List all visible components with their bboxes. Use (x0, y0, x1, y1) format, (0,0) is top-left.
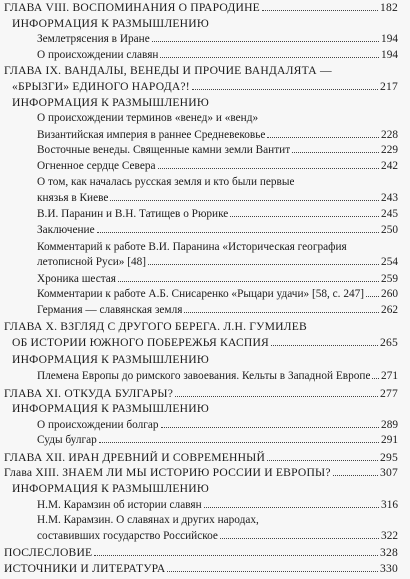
toc-entry-page: 259 (381, 272, 398, 285)
toc-entry-title: ИНФОРМАЦИЯ К РАЗМЫШЛЕНИЮ (12, 482, 209, 496)
toc-entry-title: О происхождении славян (37, 48, 159, 61)
dot-leader (267, 459, 378, 461)
toc-entry (0, 387, 410, 400)
toc-entry (0, 499, 410, 511)
dot-leader (271, 344, 378, 346)
toc-entry (0, 336, 410, 349)
toc-entry-title: ИНФОРМАЦИЯ К РАЗМЫШЛЕНИЮ (12, 16, 209, 30)
dot-leader (94, 554, 378, 556)
toc-entry-title: Хроника шестая (37, 272, 116, 285)
toc-entry-title: О происхождении болгар (37, 418, 159, 431)
toc-entry (0, 96, 410, 109)
dot-leader (267, 136, 379, 138)
toc-entry (0, 304, 410, 316)
toc-entry-title: составивших государство Российское (37, 529, 218, 542)
toc-entry-title: Германия — славянская земля (37, 303, 183, 316)
dot-leader (372, 377, 379, 379)
toc-entry (0, 49, 410, 61)
dot-leader (167, 570, 378, 572)
dot-leader (184, 311, 379, 313)
toc-entry (0, 451, 410, 464)
toc-entry (0, 80, 410, 93)
toc-entry (0, 434, 410, 446)
toc-entry (0, 514, 410, 526)
dot-leader (158, 167, 380, 169)
toc-entry (0, 419, 410, 431)
toc-entry-page: 291 (381, 434, 398, 447)
toc-entry (0, 256, 410, 268)
toc-entry (0, 224, 410, 236)
toc-entry-title: Суды булгар (37, 434, 97, 447)
toc-entry (0, 482, 410, 495)
toc-entry-title: Глава XIII. ЗНАЕМ ЛИ МЫ ИСТОРИЮ РОССИИ И ЕВРОПЫ? (4, 466, 331, 480)
toc-entry-page: 316 (381, 498, 398, 511)
toc-entry-page: 328 (380, 546, 398, 560)
toc-entry-page: 322 (381, 529, 398, 542)
toc-entry-title: Н.М. Карамзин. О славянах и других народах, (37, 514, 259, 527)
toc-entry-title: ОБ ИСТОРИИ ЮЖНОГО ПОБЕРЕЖЬЯ КАСПИЯ (12, 336, 269, 350)
dot-leader (110, 199, 379, 201)
dot-leader (230, 215, 379, 217)
toc-entry-title: летописной Руси» [48] (37, 256, 147, 269)
toc-entry-title: ИСТОЧНИКИ И ЛИТЕРАТУРА (4, 562, 166, 575)
dot-leader (192, 88, 378, 90)
toc-entry-title: ПОСЛЕСЛОВИЕ (4, 546, 93, 560)
toc-entry (0, 402, 410, 415)
dot-leader (97, 231, 379, 233)
toc-entry (0, 562, 410, 575)
toc-entry-page: 307 (380, 466, 398, 480)
toc-entry (0, 17, 410, 30)
toc-entry-page: 271 (381, 370, 398, 383)
toc-entry-title: Комментарии к работе А.Б. Снисаренко «Рыцари удачи» [58, с. 247] (37, 288, 365, 301)
toc-entry-title: «БРЫЗГИ» ЕДИНОГО НАРОДА?! (12, 79, 190, 93)
toc-entry-page: 229 (381, 144, 398, 157)
toc-entry-page: 289 (381, 418, 398, 431)
toc-entry (0, 208, 410, 220)
toc-entry-title: ГЛАВА X. ВЗГЛЯД С ДРУГОГО БЕРЕГА. Л.Н. ГУМИЛЕВ (4, 320, 307, 334)
dot-leader (333, 474, 378, 476)
toc-entry-title: Племена Европы до римского завоевания. Кельты в Западной Европе (37, 370, 371, 383)
toc-entry-title: ГЛАВА XII. ИРАН ДРЕВНИЙ И СОВРЕМЕННЫЙ (4, 450, 266, 464)
toc-entry (0, 546, 410, 559)
toc-entry-title: ИНФОРМАЦИЯ К РАЗМЫШЛЕНИЮ (12, 95, 209, 109)
dot-leader (262, 9, 378, 11)
toc-entry (0, 273, 410, 285)
toc-entry (0, 241, 410, 253)
toc-entry-title: князья в Киеве (37, 191, 109, 204)
toc-entry-page: 243 (381, 191, 398, 204)
toc-entry (0, 176, 410, 188)
dot-leader (160, 56, 379, 58)
toc-entry-page: 182 (380, 0, 398, 14)
dot-leader (99, 441, 379, 443)
toc-entry-page: 245 (381, 208, 398, 221)
dot-leader (161, 426, 380, 428)
dot-leader (204, 506, 379, 508)
toc-entry-title: ГЛАВА XI. ОТКУДА БУЛГАРЫ? (4, 386, 174, 400)
toc-entry (0, 144, 410, 156)
toc-entry (0, 320, 410, 333)
toc-entry (0, 530, 410, 542)
toc-entry-title: Комментарий к работе В.И. Паранина «Историческая география (37, 240, 347, 253)
toc-entry-page: 330 (380, 562, 398, 575)
toc-entry-page: 217 (380, 79, 398, 93)
toc-entry-title: ГЛАВА VIII. ВОСПОМИНАНИЯ О ПРАРОДИНЕ (4, 0, 260, 14)
toc-entry (0, 160, 410, 172)
toc-entry-page: 228 (381, 128, 398, 141)
toc-entry (0, 466, 410, 479)
toc-entry-title: Восточные венеды. Священные камни земли Вантит (37, 144, 291, 157)
toc-entry-title: В.И. Паранин и В.Н. Татищев о Рюрике (37, 208, 229, 221)
toc-entry-title: ИНФОРМАЦИЯ К РАЗМЫШЛЕНИЮ (12, 402, 209, 416)
dot-leader (175, 395, 378, 397)
toc-entry-title: Византийская империя в раннее Средневековье (37, 128, 266, 141)
toc-entry-page: 265 (380, 336, 398, 350)
toc-entry-page: 295 (380, 450, 398, 464)
toc-entry-page: 194 (381, 48, 398, 61)
toc-entry (0, 33, 410, 45)
toc-entry-page: 262 (381, 303, 398, 316)
toc-entry (0, 112, 410, 124)
toc-entry-title: О происхождении терминов «венед» и «венд» (37, 112, 259, 125)
toc-entry (0, 1, 410, 14)
toc-entry (0, 288, 410, 300)
toc-entry-title: Землетрясения в Иране (37, 33, 150, 46)
toc-entry-page: 254 (381, 256, 398, 269)
dot-leader (152, 40, 379, 42)
toc-entry (0, 192, 410, 204)
toc-entry-page: 194 (381, 33, 398, 46)
toc-entry-title: Огненное сердце Севера (37, 159, 156, 172)
toc-entry-title: ИНФОРМАЦИЯ К РАЗМЫШЛЕНИЮ (12, 352, 209, 366)
toc-entry-page: 250 (381, 224, 398, 237)
toc-entry (0, 353, 410, 366)
dot-leader (366, 295, 379, 297)
dot-leader (118, 280, 379, 282)
toc-entry (0, 64, 410, 77)
toc-entry (0, 129, 410, 141)
toc-entry-title: ГЛАВА IX. ВАНДАЛЫ, ВЕНЕДЫ И ПРОЧИЕ ВАНДАЛЯТА — (4, 64, 332, 78)
dot-leader (292, 151, 379, 153)
toc-entry-page: 260 (381, 288, 398, 301)
dot-leader (220, 537, 379, 539)
toc-entry-title: О том, как началась русская земля и кто были первые (37, 176, 295, 189)
toc-entry-page: 277 (380, 386, 398, 400)
toc-entry (0, 370, 410, 382)
toc-entry-title: Н.М. Карамзин об истории славян (37, 498, 202, 511)
toc-entry-title: Заключение (37, 224, 95, 237)
toc-entry-page: 242 (381, 159, 398, 172)
dot-leader (148, 263, 379, 265)
